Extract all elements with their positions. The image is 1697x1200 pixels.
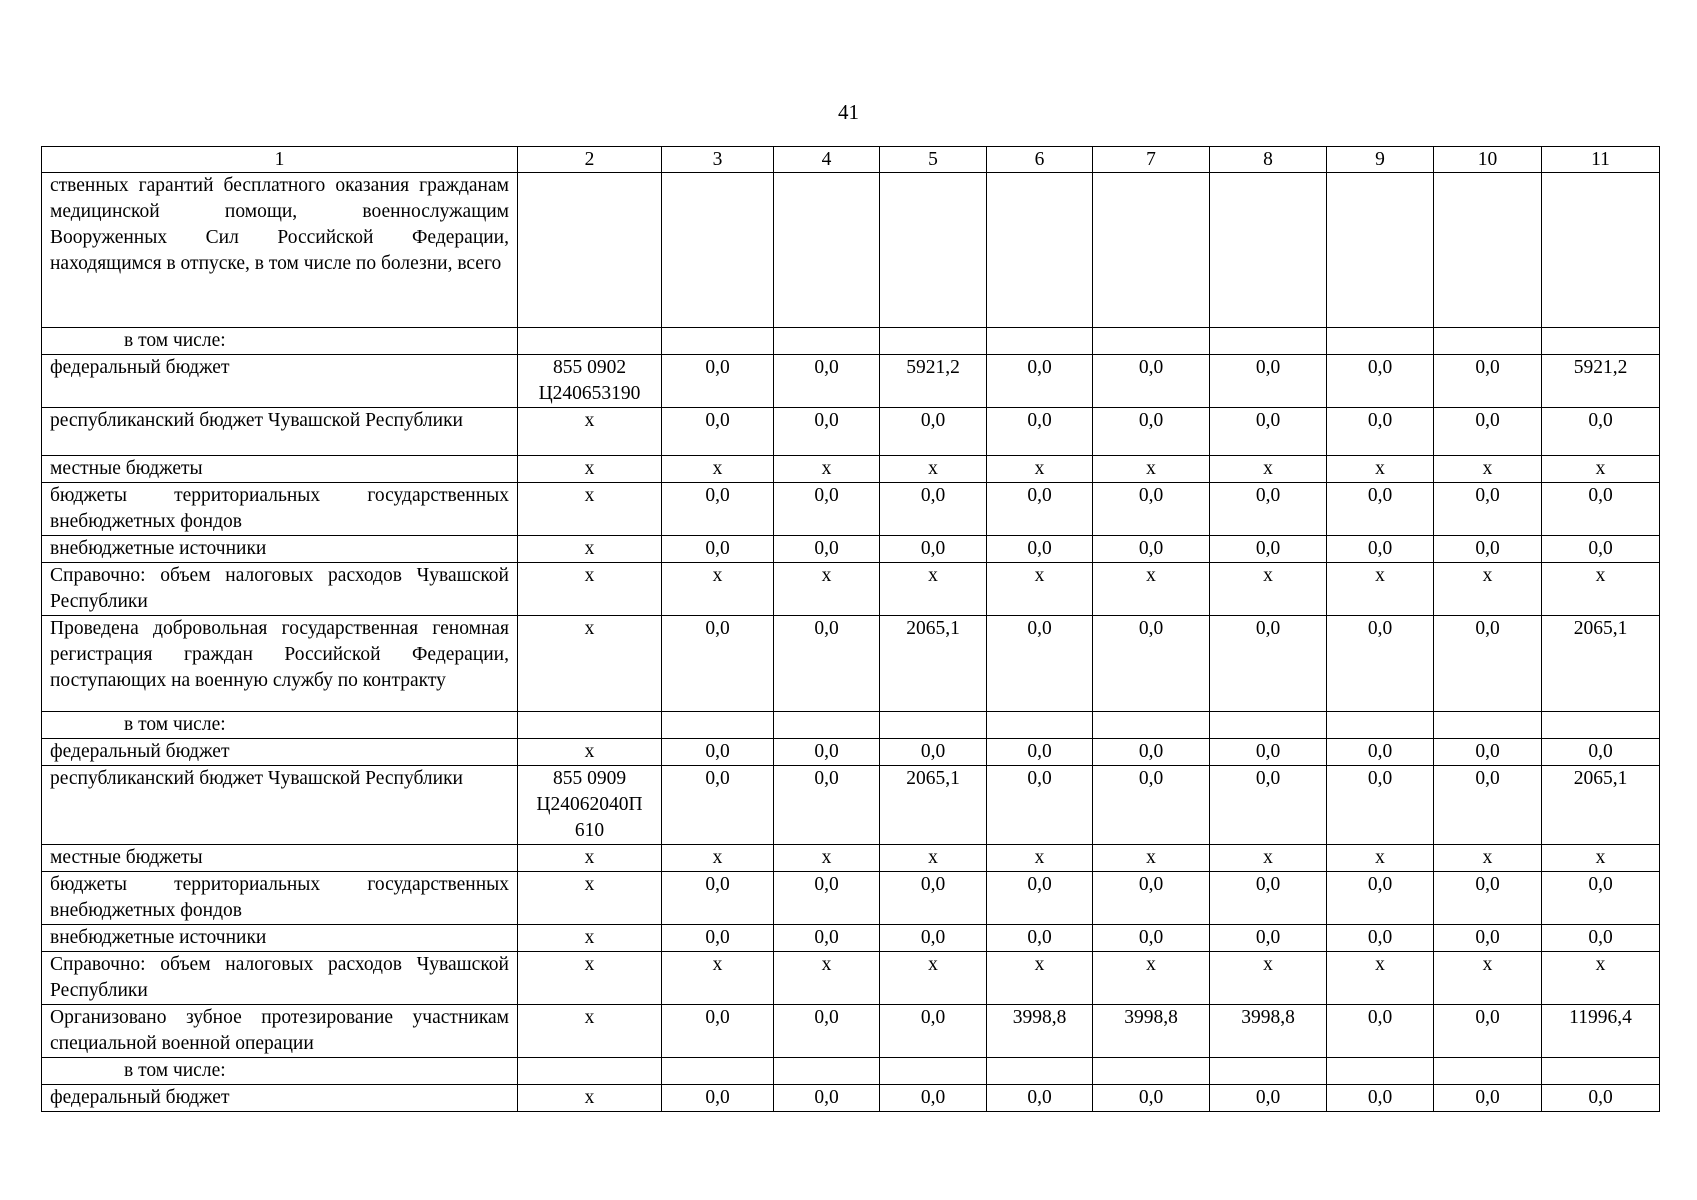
value-cell: 0,0	[1434, 355, 1542, 408]
row-label: внебюджетные источники	[42, 925, 518, 952]
value-cell: 0,0	[662, 1005, 774, 1058]
value-cell: 0,0	[880, 408, 987, 456]
budget-code: х	[518, 536, 662, 563]
value-cell: 0,0	[880, 739, 987, 766]
value-cell: 0,0	[774, 1085, 880, 1112]
value-cell: 0,0	[774, 408, 880, 456]
row-label: федеральный бюджет	[42, 1085, 518, 1112]
value-cell	[1093, 328, 1210, 355]
value-cell: 0,0	[1093, 925, 1210, 952]
value-cell: 0,0	[1093, 766, 1210, 845]
value-cell	[1542, 1058, 1660, 1085]
value-cell	[1434, 173, 1542, 328]
value-cell: х	[774, 456, 880, 483]
value-cell: 0,0	[662, 1085, 774, 1112]
value-cell	[1542, 173, 1660, 328]
budget-code: х	[518, 845, 662, 872]
value-cell: 0,0	[774, 483, 880, 536]
budget-code	[518, 712, 662, 739]
value-cell: х	[662, 563, 774, 616]
value-cell: 0,0	[1327, 483, 1434, 536]
value-cell	[1434, 1058, 1542, 1085]
value-cell: х	[1434, 563, 1542, 616]
value-cell: 0,0	[880, 1085, 987, 1112]
value-cell: х	[880, 563, 987, 616]
value-cell: 0,0	[1210, 536, 1327, 563]
value-cell: х	[1210, 952, 1327, 1005]
table-row	[42, 616, 1660, 712]
value-cell	[1327, 328, 1434, 355]
table-row	[42, 1058, 1660, 1085]
value-cell: 0,0	[1210, 872, 1327, 925]
value-cell	[774, 328, 880, 355]
value-cell: 0,0	[880, 872, 987, 925]
table-row	[42, 712, 1660, 739]
value-cell: 0,0	[1210, 616, 1327, 712]
value-cell: 0,0	[987, 355, 1093, 408]
value-cell: х	[1327, 952, 1434, 1005]
value-cell: 0,0	[1542, 739, 1660, 766]
value-cell	[880, 328, 987, 355]
value-cell: 2065,1	[880, 616, 987, 712]
column-header: 6	[987, 147, 1093, 173]
value-cell: 0,0	[662, 616, 774, 712]
value-cell: 0,0	[1327, 766, 1434, 845]
row-label: местные бюджеты	[42, 845, 518, 872]
value-cell: 0,0	[774, 616, 880, 712]
value-cell: 0,0	[1210, 739, 1327, 766]
budget-code: х	[518, 456, 662, 483]
value-cell	[1542, 328, 1660, 355]
value-cell: 0,0	[662, 536, 774, 563]
budget-code: 855 0902 Ц240653190	[518, 355, 662, 408]
table-row	[42, 739, 1660, 766]
value-cell: 0,0	[1542, 483, 1660, 536]
value-cell: 0,0	[1327, 872, 1434, 925]
value-cell: 0,0	[987, 766, 1093, 845]
row-label: республиканский бюджет Чувашской Республики	[42, 408, 518, 456]
value-cell: 0,0	[987, 872, 1093, 925]
column-header: 11	[1542, 147, 1660, 173]
value-cell: х	[987, 845, 1093, 872]
value-cell: 0,0	[1327, 355, 1434, 408]
budget-code: 855 0909 Ц24062040П 610	[518, 766, 662, 845]
table-row	[42, 408, 1660, 456]
value-cell: х	[662, 952, 774, 1005]
value-cell: 5921,2	[1542, 355, 1660, 408]
value-cell: 0,0	[774, 1005, 880, 1058]
value-cell	[1434, 328, 1542, 355]
value-cell: 0,0	[662, 925, 774, 952]
value-cell: 0,0	[880, 925, 987, 952]
value-cell: 0,0	[1093, 536, 1210, 563]
table-row	[42, 483, 1660, 536]
value-cell	[987, 328, 1093, 355]
table-row	[42, 1005, 1660, 1058]
value-cell: х	[987, 456, 1093, 483]
value-cell: 0,0	[1434, 925, 1542, 952]
value-cell: 3998,8	[987, 1005, 1093, 1058]
table-row	[42, 872, 1660, 925]
value-cell: 0,0	[1542, 925, 1660, 952]
budget-code: х	[518, 872, 662, 925]
value-cell: 0,0	[662, 483, 774, 536]
value-cell: 0,0	[1434, 766, 1542, 845]
row-label: Проведена добровольная государственная геномная регистрация граждан Российской Федерации, поступающих на военную службу по контракту	[42, 616, 518, 712]
value-cell: х	[1327, 456, 1434, 483]
value-cell: х	[1542, 845, 1660, 872]
table-row	[42, 952, 1660, 1005]
value-cell: 0,0	[1327, 616, 1434, 712]
budget-code: х	[518, 925, 662, 952]
budget-code: х	[518, 1005, 662, 1058]
value-cell: 0,0	[987, 925, 1093, 952]
value-cell	[987, 1058, 1093, 1085]
value-cell: 2065,1	[1542, 616, 1660, 712]
budget-code	[518, 328, 662, 355]
value-cell: 0,0	[1542, 408, 1660, 456]
value-cell: х	[1210, 845, 1327, 872]
value-cell: 0,0	[1434, 483, 1542, 536]
table-row	[42, 766, 1660, 845]
value-cell: х	[1210, 563, 1327, 616]
value-cell: 0,0	[987, 616, 1093, 712]
value-cell: 0,0	[880, 1005, 987, 1058]
value-cell: х	[987, 952, 1093, 1005]
value-cell: 0,0	[1093, 616, 1210, 712]
value-cell: 0,0	[1327, 536, 1434, 563]
value-cell: 0,0	[774, 355, 880, 408]
value-cell: 0,0	[1542, 872, 1660, 925]
value-cell: 0,0	[1434, 536, 1542, 563]
table-row	[42, 328, 1660, 355]
value-cell: 3998,8	[1093, 1005, 1210, 1058]
value-cell: х	[774, 845, 880, 872]
value-cell: 0,0	[662, 872, 774, 925]
value-cell: х	[774, 563, 880, 616]
value-cell: 0,0	[1093, 1085, 1210, 1112]
column-header: 2	[518, 147, 662, 173]
value-cell: 0,0	[774, 536, 880, 563]
value-cell: 0,0	[987, 408, 1093, 456]
value-cell: х	[987, 563, 1093, 616]
value-cell: 0,0	[662, 766, 774, 845]
value-cell: 0,0	[987, 536, 1093, 563]
budget-code	[518, 1058, 662, 1085]
value-cell: 0,0	[1210, 408, 1327, 456]
value-cell: 0,0	[774, 739, 880, 766]
budget-code: х	[518, 616, 662, 712]
value-cell: 0,0	[987, 739, 1093, 766]
column-header: 7	[1093, 147, 1210, 173]
column-header: 9	[1327, 147, 1434, 173]
value-cell: х	[1093, 456, 1210, 483]
value-cell	[1210, 1058, 1327, 1085]
row-label: Справочно: объем налоговых расходов Чувашской Республики	[42, 952, 518, 1005]
value-cell: 0,0	[1434, 1085, 1542, 1112]
table-row	[42, 456, 1660, 483]
row-label: республиканский бюджет Чувашской Республики	[42, 766, 518, 845]
value-cell: х	[1093, 563, 1210, 616]
column-header: 3	[662, 147, 774, 173]
budget-code: х	[518, 1085, 662, 1112]
value-cell	[774, 1058, 880, 1085]
value-cell: х	[1542, 456, 1660, 483]
row-label: ственных гарантий бесплатного оказания гражданам медицинской помощи, военнослужащим Вооруженных Сил Российской Федерации, находящимся в отпуске, в том числе по болезни, всего	[42, 173, 518, 328]
budget-table	[41, 146, 1660, 1112]
value-cell: х	[880, 952, 987, 1005]
value-cell: 2065,1	[880, 766, 987, 845]
value-cell: 0,0	[1093, 355, 1210, 408]
value-cell: 0,0	[1434, 1005, 1542, 1058]
value-cell	[987, 173, 1093, 328]
value-cell	[987, 712, 1093, 739]
value-cell: 0,0	[987, 1085, 1093, 1112]
value-cell	[1210, 712, 1327, 739]
table-row	[42, 925, 1660, 952]
value-cell: 0,0	[774, 766, 880, 845]
value-cell: 0,0	[662, 739, 774, 766]
table-header	[42, 147, 1660, 173]
value-cell: 0,0	[1210, 483, 1327, 536]
value-cell: 0,0	[1542, 536, 1660, 563]
column-header: 1	[42, 147, 518, 173]
column-header: 10	[1434, 147, 1542, 173]
value-cell: х	[1434, 456, 1542, 483]
value-cell: 0,0	[1327, 925, 1434, 952]
value-cell: 0,0	[1327, 408, 1434, 456]
row-label: Организовано зубное протезирование участникам специальной военной операции	[42, 1005, 518, 1058]
table-row	[42, 845, 1660, 872]
row-label: федеральный бюджет	[42, 355, 518, 408]
value-cell: 0,0	[1093, 483, 1210, 536]
table-row	[42, 173, 1660, 328]
value-cell	[880, 1058, 987, 1085]
budget-code: х	[518, 563, 662, 616]
value-cell: 0,0	[1093, 408, 1210, 456]
value-cell: х	[1210, 456, 1327, 483]
value-cell	[662, 328, 774, 355]
value-cell	[662, 712, 774, 739]
value-cell: 0,0	[1093, 872, 1210, 925]
value-cell: 5921,2	[880, 355, 987, 408]
value-cell: 0,0	[1210, 766, 1327, 845]
value-cell: х	[1327, 845, 1434, 872]
value-cell: 0,0	[774, 925, 880, 952]
budget-code	[518, 173, 662, 328]
column-header: 5	[880, 147, 987, 173]
row-label: бюджеты территориальных государственных внебюджетных фондов	[42, 872, 518, 925]
table-body	[42, 173, 1660, 1112]
value-cell	[1327, 712, 1434, 739]
column-header: 8	[1210, 147, 1327, 173]
value-cell: х	[662, 456, 774, 483]
value-cell: х	[1542, 563, 1660, 616]
value-cell: х	[1093, 845, 1210, 872]
row-label: внебюджетные источники	[42, 536, 518, 563]
row-label: федеральный бюджет	[42, 739, 518, 766]
budget-code: х	[518, 952, 662, 1005]
row-label: Справочно: объем налоговых расходов Чувашской Республики	[42, 563, 518, 616]
value-cell: 0,0	[662, 408, 774, 456]
row-label: в том числе:	[42, 712, 518, 739]
value-cell: 11996,4	[1542, 1005, 1660, 1058]
value-cell: х	[1434, 952, 1542, 1005]
value-cell	[662, 173, 774, 328]
value-cell	[880, 712, 987, 739]
value-cell: 0,0	[1434, 616, 1542, 712]
value-cell: 0,0	[662, 355, 774, 408]
value-cell: 2065,1	[1542, 766, 1660, 845]
value-cell: х	[1093, 952, 1210, 1005]
value-cell	[1210, 328, 1327, 355]
value-cell	[1327, 1058, 1434, 1085]
budget-code: х	[518, 483, 662, 536]
value-cell	[1093, 1058, 1210, 1085]
value-cell: 0,0	[1327, 1085, 1434, 1112]
value-cell: х	[662, 845, 774, 872]
value-cell: 0,0	[1210, 925, 1327, 952]
value-cell: х	[880, 456, 987, 483]
value-cell	[774, 173, 880, 328]
value-cell: 0,0	[1210, 355, 1327, 408]
value-cell: 0,0	[1327, 739, 1434, 766]
value-cell: 0,0	[1434, 408, 1542, 456]
value-cell: 0,0	[987, 483, 1093, 536]
value-cell: 0,0	[880, 536, 987, 563]
value-cell: х	[880, 845, 987, 872]
value-cell: 0,0	[1542, 1085, 1660, 1112]
value-cell	[1093, 173, 1210, 328]
value-cell: 0,0	[880, 483, 987, 536]
table-row	[42, 1085, 1660, 1112]
budget-code: х	[518, 739, 662, 766]
value-cell	[1327, 173, 1434, 328]
value-cell	[662, 1058, 774, 1085]
row-label: местные бюджеты	[42, 456, 518, 483]
page-number: 41	[838, 100, 859, 124]
value-cell	[880, 173, 987, 328]
value-cell	[1210, 173, 1327, 328]
value-cell: 3998,8	[1210, 1005, 1327, 1058]
value-cell: 0,0	[1093, 739, 1210, 766]
table-row	[42, 355, 1660, 408]
table-row	[42, 563, 1660, 616]
value-cell: 0,0	[1327, 1005, 1434, 1058]
value-cell: х	[1542, 952, 1660, 1005]
value-cell: 0,0	[1210, 1085, 1327, 1112]
value-cell: х	[1327, 563, 1434, 616]
budget-code: х	[518, 408, 662, 456]
value-cell: 0,0	[774, 872, 880, 925]
value-cell: х	[1434, 845, 1542, 872]
value-cell	[774, 712, 880, 739]
table-row	[42, 536, 1660, 563]
row-label: бюджеты территориальных государственных внебюджетных фондов	[42, 483, 518, 536]
value-cell: 0,0	[1434, 739, 1542, 766]
row-label: в том числе:	[42, 1058, 518, 1085]
value-cell	[1093, 712, 1210, 739]
value-cell: 0,0	[1434, 872, 1542, 925]
row-label: в том числе:	[42, 328, 518, 355]
value-cell: х	[774, 952, 880, 1005]
value-cell	[1542, 712, 1660, 739]
column-header: 4	[774, 147, 880, 173]
value-cell	[1434, 712, 1542, 739]
